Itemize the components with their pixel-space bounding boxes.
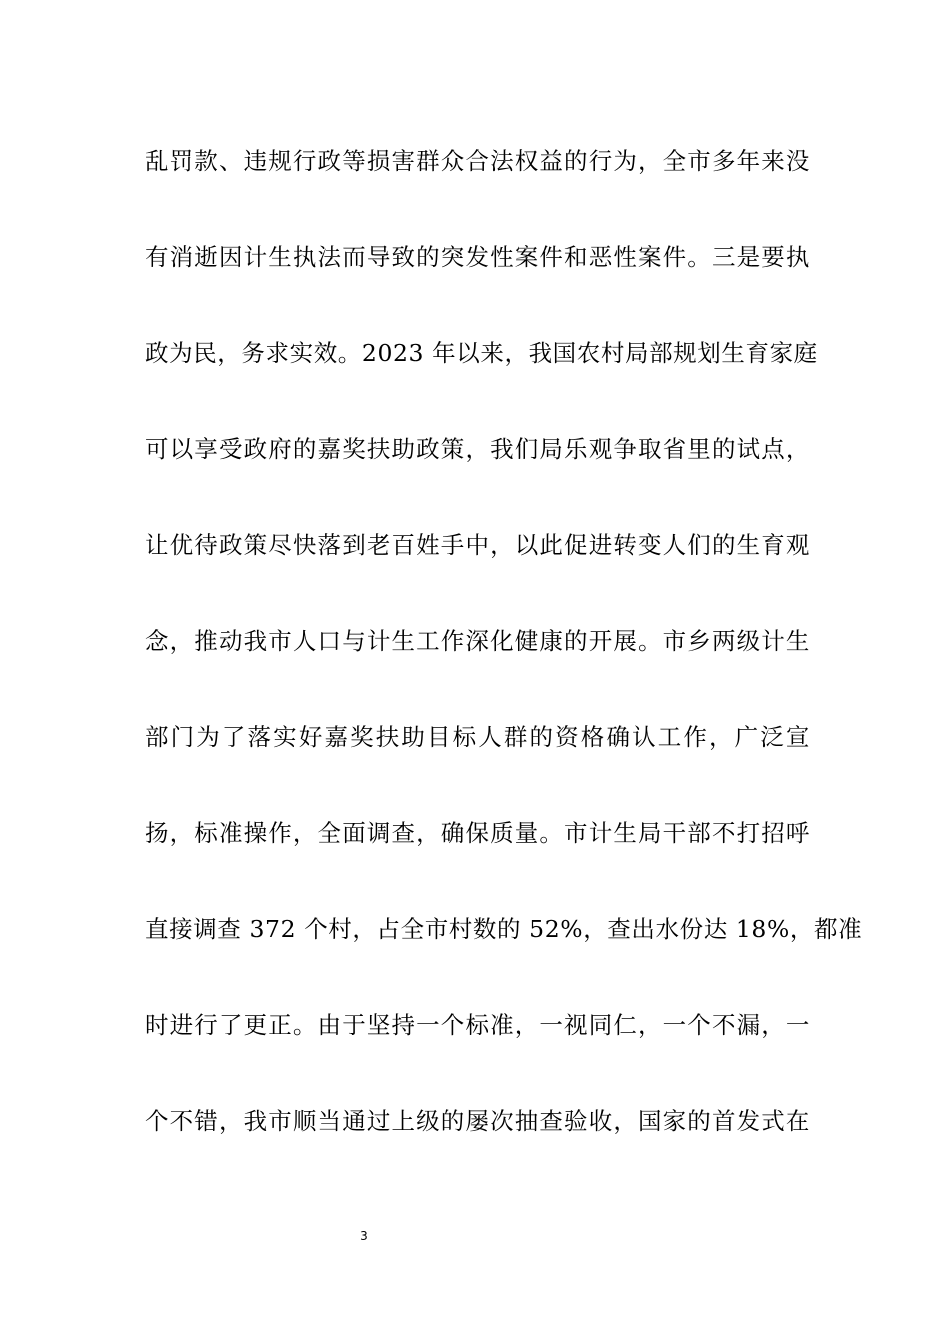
text-line: 直接调查 372 个村，占全市村数的 52%，查出水份达 18%，都准 bbox=[145, 915, 863, 943]
text-line: 部门为了落实好嘉奖扶助目标人群的资格确认工作，广泛宣 bbox=[145, 723, 810, 751]
text-line: 有消逝因计生执法而导致的突发性案件和恶性案件。三是要执 bbox=[145, 243, 810, 271]
page-number: 3 bbox=[360, 1229, 368, 1243]
text-line: 可以享受政府的嘉奖扶助政策，我们局乐观争取省里的试点， bbox=[145, 435, 810, 463]
body-text bbox=[145, 136, 863, 1192]
text-line: 个不错，我市顺当通过上级的屡次抽查验收，国家的首发式在 bbox=[145, 1107, 810, 1135]
text-line: 念，推动我市人口与计生工作深化健康的开展。市乡两级计生 bbox=[145, 627, 810, 655]
text-line: 时进行了更正。由于坚持一个标准，一视同仁，一个不漏，一 bbox=[145, 1011, 810, 1039]
text-line: 政为民，务求实效。2023 年以来，我国农村局部规划生育家庭 bbox=[145, 339, 818, 367]
text-line: 扬，标准操作，全面调查，确保质量。市计生局干部不打招呼 bbox=[145, 819, 810, 847]
text-line: 让优待政策尽快落到老百姓手中，以此促进转变人们的生育观 bbox=[145, 531, 810, 559]
text-line: 乱罚款、违规行政等损害群众合法权益的行为，全市多年来没 bbox=[145, 147, 810, 175]
